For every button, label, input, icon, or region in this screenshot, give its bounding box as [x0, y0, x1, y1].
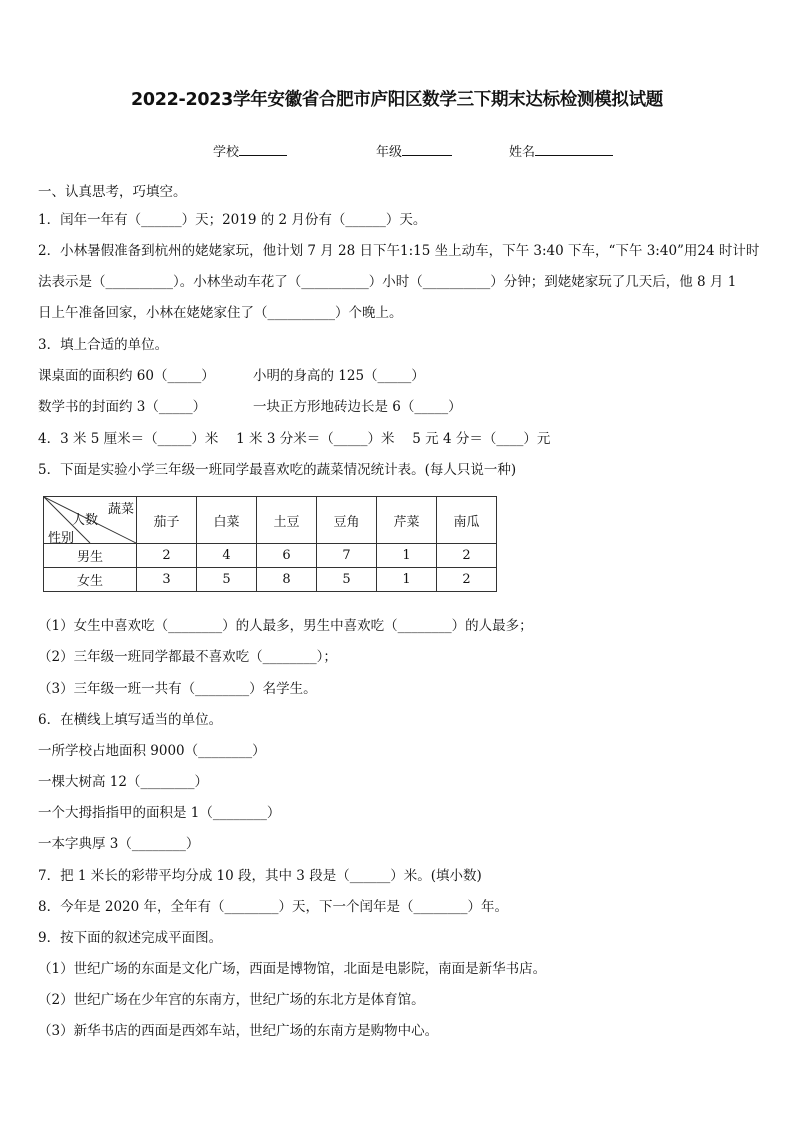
column-header: 白菜 [197, 497, 257, 544]
question-9: 9．按下面的叙述完成平面图。 [38, 930, 223, 946]
question-3-c: 数学书的封面约 3（_____） [38, 399, 207, 415]
corner-label-gender: 性别 [48, 531, 75, 546]
question-2-line-1: 2．小林暑假准备到杭州的姥姥家玩，他计划 7 月 28 日下午1:15 坐上动车，下午 3:40 下车，“下午 3:40”用24 时计时 [38, 243, 760, 259]
column-header: 南瓜 [437, 497, 497, 544]
column-header: 豆角 [317, 497, 377, 544]
table-cell: 8 [257, 568, 317, 592]
question-9-2: （2）世纪广场在少年宫的东南方，世纪广场的东北方是体育馆。 [38, 992, 425, 1008]
question-5-3: （3）三年级一班一共有（________）名学生。 [38, 681, 317, 697]
table-cell: 2 [437, 568, 497, 592]
school-blank[interactable] [239, 141, 287, 156]
page-title: 2022-2023学年安徽省合肥市庐阳区数学三下期末达标检测模拟试题 [131, 90, 663, 110]
name-field [509, 141, 613, 160]
row-label: 女生 [44, 568, 137, 592]
name-label: 姓名 [509, 145, 536, 160]
grade-field [376, 141, 452, 160]
table-cell: 6 [257, 544, 317, 568]
question-1: 1．闰年一年有（______）天；2019 的 2 月份有（______）天。 [38, 212, 427, 228]
table-cell: 1 [377, 544, 437, 568]
column-header: 土豆 [257, 497, 317, 544]
question-6: 6．在横线上填写适当的单位。 [38, 712, 223, 728]
question-2-line-2: 法表示是（__________）。小林坐动车花了（__________）小时（__________）分钟；到姥姥家玩了几天后，他 8 月 1 [38, 274, 737, 290]
table-cell: 4 [197, 544, 257, 568]
vegetable-table [43, 496, 497, 592]
section-heading: 一、认真思考，巧填空。 [38, 184, 187, 200]
corner-label-vegetable: 蔬菜 [107, 502, 134, 517]
table-cell: 1 [377, 568, 437, 592]
grade-blank[interactable] [402, 141, 452, 156]
question-9-3: （3）新华书店的西面是西郊车站，世纪广场的东南方是购物中心。 [38, 1023, 439, 1039]
table-row [44, 568, 497, 592]
table-corner-cell [44, 497, 137, 544]
question-5-1: （1）女生中喜欢吃（________）的人最多，男生中喜欢吃（________）的人最多； [38, 618, 533, 634]
table-cell: 3 [137, 568, 197, 592]
school-label: 学校 [213, 145, 240, 160]
grade-label: 年级 [376, 145, 403, 160]
question-7: 7．把 1 米长的彩带平均分成 10 段，其中 3 段是（______）米。(填小数) [38, 868, 482, 884]
name-blank[interactable] [535, 141, 613, 156]
school-field [213, 141, 287, 160]
question-6-a: 一所学校占地面积 9000（________） [38, 743, 266, 759]
question-5: 5．下面是实验小学三年级一班同学最喜欢吃的蔬菜情况统计表。(每人只说一种) [38, 462, 517, 478]
column-header: 茄子 [137, 497, 197, 544]
table-cell: 2 [437, 544, 497, 568]
question-4: 4．3 米 5 厘米＝（_____）米 1 米 3 分米＝（_____）米 5 元 4 分＝（____）元 [38, 431, 551, 447]
table-row [44, 544, 497, 568]
question-8: 8．今年是 2020 年，全年有（________）天，下一个闰年是（________）年。 [38, 899, 509, 915]
question-6-c: 一个大拇指指甲的面积是 1（________） [38, 805, 281, 821]
question-3: 3．填上合适的单位。 [38, 337, 169, 353]
question-6-b: 一棵大树高 12（________） [38, 774, 208, 790]
column-header: 芹菜 [377, 497, 437, 544]
row-label: 男生 [44, 544, 137, 568]
question-2-line-3: 日上午准备回家，小林在姥姥家住了（__________）个晚上。 [38, 305, 403, 321]
question-3-d: 一块正方形地砖边长是 6（_____） [253, 399, 462, 415]
table-cell: 2 [137, 544, 197, 568]
question-6-d: 一本字典厚 3（________） [38, 836, 200, 852]
table-cell: 5 [317, 568, 377, 592]
table-cell: 5 [197, 568, 257, 592]
question-5-2: （2）三年级一班同学都最不喜欢吃（________）； [38, 649, 337, 665]
corner-label-count: 人数 [72, 513, 99, 528]
table-cell: 7 [317, 544, 377, 568]
question-9-1: （1）世纪广场的东面是文化广场，西面是博物馆，北面是电影院，南面是新华书店。 [38, 961, 547, 977]
question-3-b: 小明的身高的 125（_____） [253, 368, 425, 384]
question-3-a: 课桌面的面积约 60（_____） [38, 368, 215, 384]
